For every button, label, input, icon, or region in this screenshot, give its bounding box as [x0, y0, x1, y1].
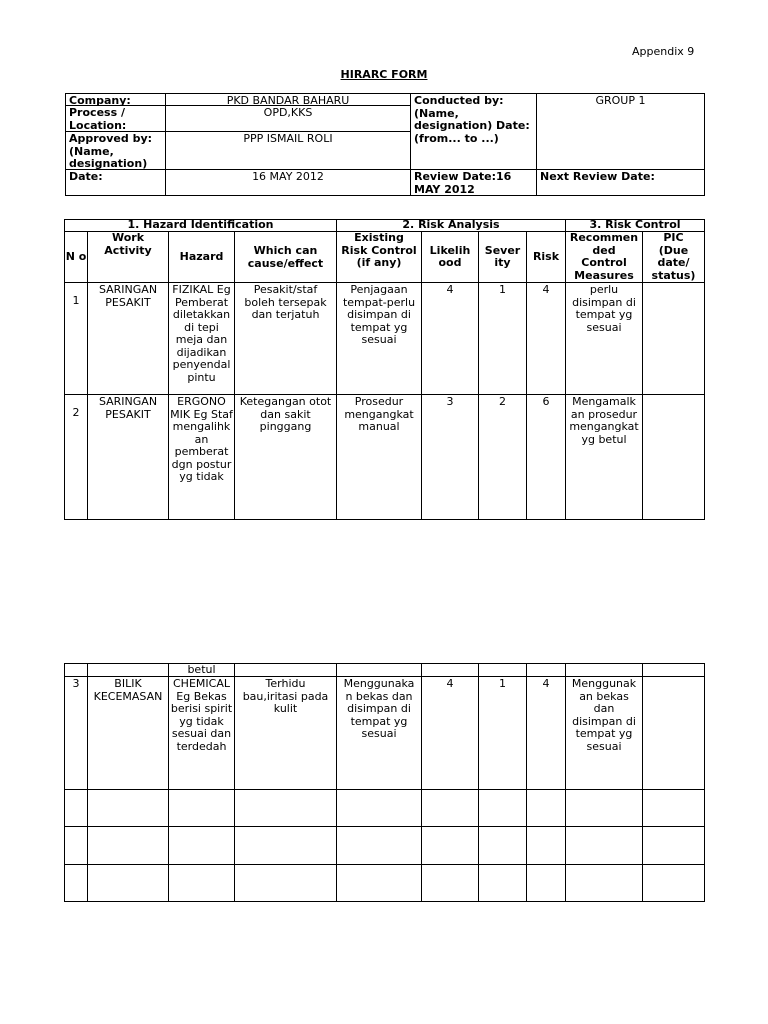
- row-existing-control: Prosedur mengangkat manual: [344, 395, 414, 433]
- form-title: HIRARC FORM: [340, 68, 428, 81]
- appendix-label: Appendix 9: [632, 45, 695, 58]
- row-hazard: FIZIKAL Eg Pemberat diletakkan di tepi meja dan dijadikan penyendal pintu: [172, 283, 231, 384]
- date-value: 16 MAY 2012: [165, 169, 411, 196]
- col-header-likelihood: Likelih ood: [429, 243, 471, 269]
- continuation-text: betul: [187, 664, 216, 676]
- row-work-activity: SARINGAN PESAKIT: [98, 395, 158, 421]
- row-risk: 4: [542, 677, 550, 690]
- review-date: Review Date:16 MAY 2012: [410, 169, 537, 196]
- row-likelihood: 4: [446, 677, 454, 690]
- row-pic: [643, 283, 704, 394]
- col-header-recommended: Recommen ded Control Measures: [569, 232, 639, 282]
- row-risk: 6: [542, 395, 550, 408]
- row-existing-control: Penjagaan tempat-perlu disimpan di tempat yg sesuai: [342, 283, 416, 346]
- row-no: 2: [72, 406, 80, 420]
- row-hazard: CHEMICAL Eg Bekas berisi spirit yg tidak sesuai dan terdedah: [170, 677, 233, 753]
- conducted-value: GROUP 1: [536, 93, 705, 170]
- date-label: Date:: [65, 169, 166, 196]
- col-header-no: N o: [65, 250, 87, 264]
- row-existing-control: Menggunaka n bekas dan disimpan di tempat yg sesuai: [343, 677, 415, 740]
- row-cause-effect: Pesakit/staf boleh tersepak dan terjatuh: [244, 283, 327, 321]
- process-value: OPD,KKS: [165, 105, 411, 132]
- process-label: Process / Location:: [65, 105, 166, 132]
- col-header-hazard: Hazard: [179, 250, 224, 264]
- col-header-work-activity: Work Activity: [104, 232, 152, 257]
- row-hazard: ERGONO MIK Eg Staf mengalihk an pemberat dgn postur yg tidak: [170, 395, 233, 483]
- row-likelihood: 3: [446, 395, 454, 408]
- row-recommended: Menggunak an bekas dan disimpan di tempat yg sesuai: [571, 677, 637, 753]
- row-cause-effect: Ketegangan otot dan sakit pinggang: [239, 395, 332, 433]
- approved-label: Approved by: (Name, designation): [65, 131, 166, 170]
- row-work-activity: BILIK KECEMASAN: [93, 677, 163, 703]
- section-risk-control: 3. Risk Control: [589, 219, 681, 231]
- row-recommended: Mengamalk an prosedur mengangkat yg betul: [569, 395, 639, 446]
- conducted-label: Conducted by: (Name, designation) Date: (from... to ...): [410, 93, 537, 170]
- company-label: Company:: [65, 93, 166, 106]
- approved-value: PPP ISMAIL ROLI: [165, 131, 411, 170]
- row-cause-effect: Terhidu bau,iritasi pada kulit: [242, 677, 329, 715]
- section-hazard-identification: 1. Hazard Identification: [127, 219, 274, 231]
- row-risk: 4: [542, 283, 550, 296]
- row-likelihood: 4: [446, 283, 454, 296]
- col-header-pic: PIC (Due date/ status): [651, 232, 696, 282]
- row-severity: 1: [499, 677, 506, 690]
- row-no: 1: [72, 293, 80, 307]
- col-header-cause-effect: Which can cause/effect: [247, 244, 324, 270]
- section-risk-analysis: 2. Risk Analysis: [402, 219, 500, 231]
- col-header-risk: Risk: [532, 250, 560, 264]
- col-header-severity: Sever ity: [484, 243, 521, 269]
- row-severity: 2: [499, 395, 506, 408]
- company-value: PKD BANDAR BAHARU: [165, 93, 411, 106]
- row-work-activity: SARINGAN PESAKIT: [98, 283, 158, 309]
- row-pic: [643, 395, 704, 519]
- row-no: 3: [72, 677, 80, 690]
- col-header-existing-control: Existing Risk Control (if any): [341, 232, 417, 269]
- next-review-date: Next Review Date:: [536, 169, 705, 196]
- row-recommended: perlu disimpan di tempat yg sesuai: [572, 283, 636, 334]
- row-pic: [643, 677, 704, 789]
- row-severity: 1: [499, 283, 506, 296]
